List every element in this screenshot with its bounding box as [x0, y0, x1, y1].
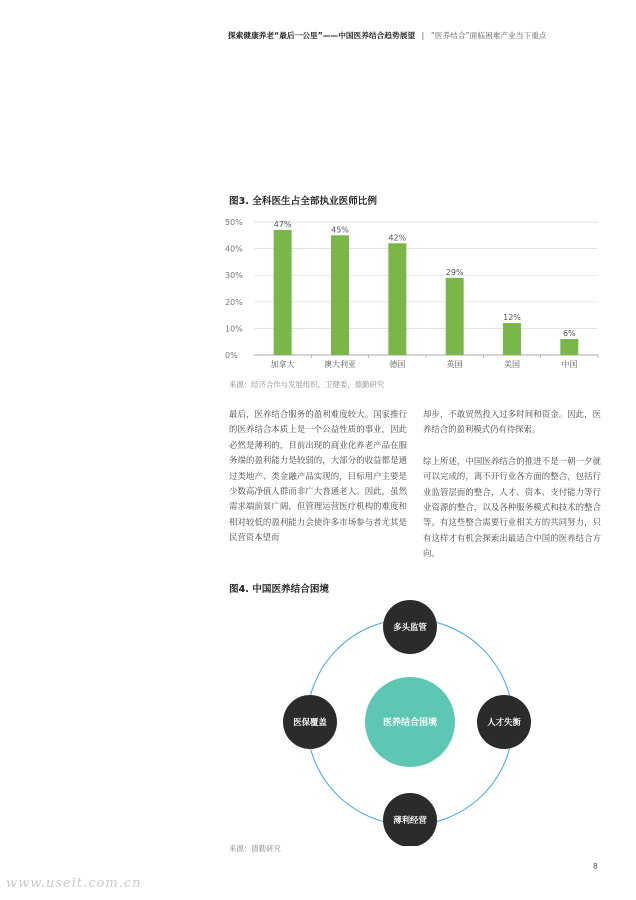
- y-tick-label: 20%: [225, 297, 243, 307]
- node-bottom-label: 薄利经营: [393, 815, 427, 825]
- data-label: 45%: [331, 225, 349, 235]
- x-tick-label: 美国: [504, 360, 520, 369]
- bar: [560, 339, 578, 355]
- data-label: 47%: [273, 219, 292, 229]
- figure4-title: 图4. 中国医养结合困境: [229, 584, 330, 595]
- x-tick-label: 加拿大: [270, 360, 295, 369]
- header-subtitle: ——中国医养结合趋势展望: [322, 31, 416, 40]
- figure3-source: 来源：经济合作与发展组织，卫健委，德勤研究: [229, 380, 385, 389]
- data-label: 42%: [388, 233, 407, 243]
- bar: [331, 235, 349, 355]
- y-tick-label: 30%: [225, 271, 243, 281]
- node-right-label: 人才失衡: [487, 717, 521, 727]
- y-tick-label: 40%: [225, 244, 243, 254]
- data-label: 29%: [445, 267, 464, 277]
- x-tick-label: 澳大利亚: [324, 360, 356, 369]
- figure4-diagram: [270, 598, 550, 846]
- body-text-right: [423, 407, 601, 562]
- x-tick-label: 德国: [389, 360, 406, 369]
- paragraph: 最后，医养结合服务的盈利难度较大。国家推行的医养结合本质上是一个公益性质的事业，因此必然是薄利的，目前出现的商业化养老产品在服务端的盈利能力是较弱的，大部分的收益都是通过类地产、类金融产品实现的，目标用户主要是少数高净值人群而非广大普通老人。因此，虽然需求端前景广阔，但管理运营医疗机构的难度和相对较低的盈利能力会使许多市场参与者尤其是民营资本望而: [229, 409, 407, 543]
- figure4-source: 来源：德勤研究: [229, 844, 281, 853]
- y-tick-label: 0%: [225, 351, 238, 360]
- figure3-bar-chart: [222, 212, 604, 378]
- data-label: 12%: [503, 313, 521, 323]
- header-section: “医养结合”面临困难产业当下重点: [430, 31, 547, 40]
- center-label: 医养结合困境: [382, 718, 438, 728]
- bar: [388, 243, 406, 355]
- node-top-label: 多头监管: [393, 622, 427, 632]
- paragraph: 却步，不敢贸然投入过多时间和资金。因此，医养结合的盈利模式仍有待探索。: [423, 409, 601, 435]
- bar: [446, 278, 464, 355]
- body-text-left: [229, 407, 407, 546]
- y-tick-label: 50%: [225, 218, 243, 227]
- running-header: [228, 30, 618, 41]
- watermark: www.useit.com.cn: [6, 876, 142, 891]
- header-separator: |: [421, 31, 425, 40]
- data-label: 6%: [562, 329, 576, 339]
- page-number: 8: [593, 862, 598, 871]
- bar: [503, 323, 521, 355]
- node-left-label: 医保覆盖: [293, 717, 327, 727]
- y-tick-label: 10%: [225, 324, 243, 334]
- bar: [274, 230, 292, 355]
- paragraph: 综上所述，中国医养结合的推进不是一朝一夕就可以完成的，离不开行业各方面的整合，包括行业监管层面的整合，人才、资本、支付能力等行业资源的整合，以及各种服务模式和技术的整合等。有这些整合需要行业相关方的共同努力，只有这样才有机会探索出最适合中国的医养结合方向。: [423, 455, 601, 559]
- header-title: 探索健康养老“最后一公里”: [228, 31, 323, 40]
- x-tick-label: 中国: [561, 360, 578, 369]
- x-tick-label: 英国: [446, 360, 463, 369]
- figure3-title: 图3. 全科医生占全部执业医师比例: [229, 196, 377, 207]
